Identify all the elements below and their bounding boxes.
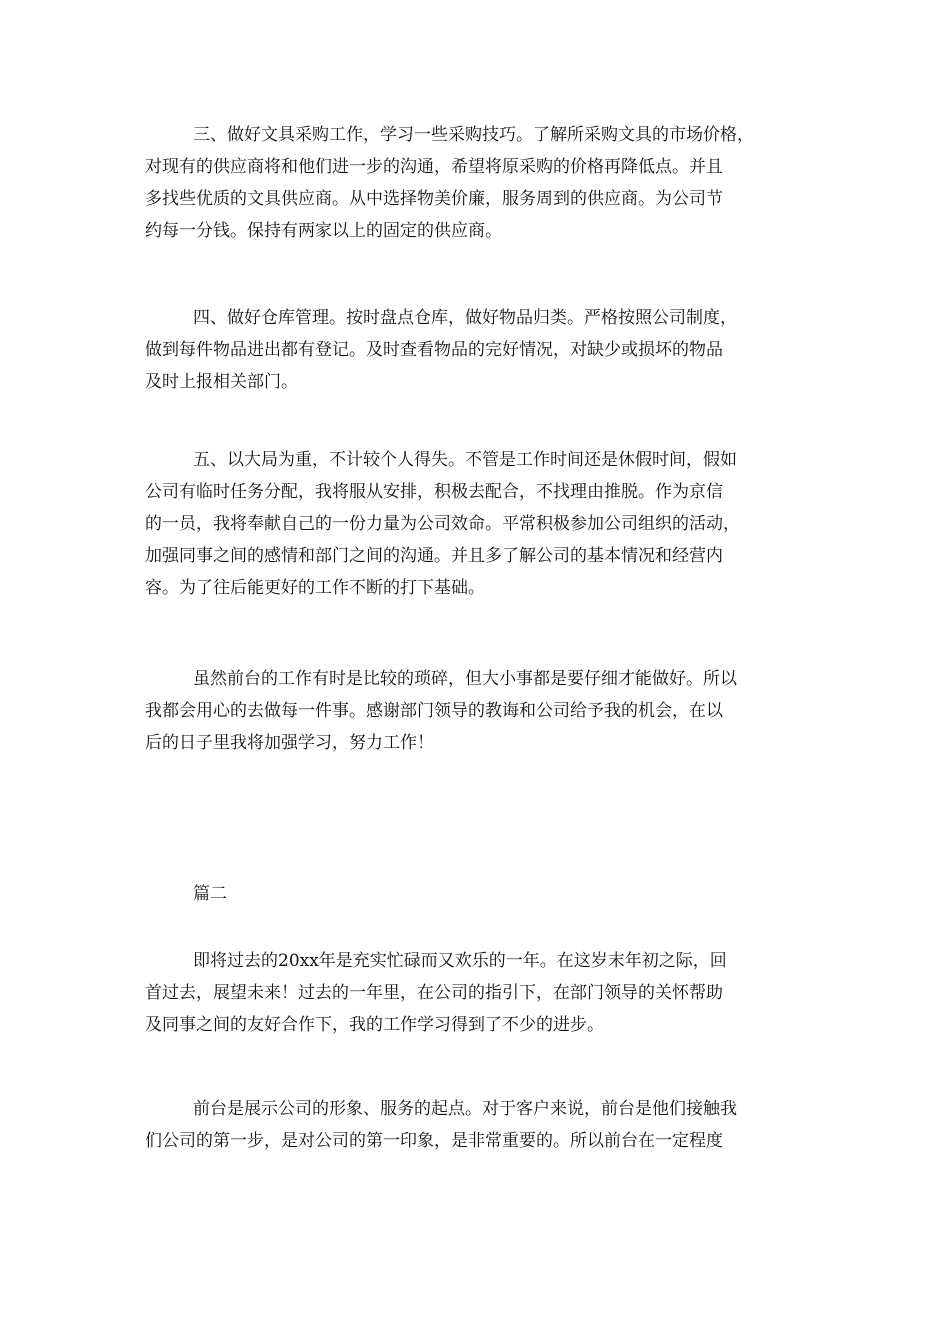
text-line: 容。为了往后能更好的工作不断的打下基础。 xyxy=(145,578,485,598)
paragraph-stationery-purchasing xyxy=(145,119,815,247)
text-line: 后的日子里我将加强学习，努力工作！ xyxy=(145,733,434,753)
section-heading: 篇二 xyxy=(193,884,227,904)
text-line: 的一员，我将奉献自己的一份力量为公司效命。平常积极参加公司组织的活动， xyxy=(145,514,740,534)
paragraph-front-desk-role xyxy=(145,1093,815,1157)
text-line: 对现有的供应商将和他们进一步的沟通，希望将原采购的价格再降低点。并且 xyxy=(145,157,723,177)
text-line: 我都会用心的去做每一件事。感谢部门领导的教诲和公司给予我的机会，在以 xyxy=(145,701,723,721)
text-line: 首过去，展望未来！过去的一年里，在公司的指引下，在部门领导的关怀帮助 xyxy=(145,983,723,1003)
text-line: 们公司的第一步，是对公司的第一印象，是非常重要的。所以前台在一定程度 xyxy=(145,1131,723,1151)
paragraph-warehouse-management xyxy=(145,302,815,398)
text-line: 五、以大局为重，不计较个人得失。不管是工作时间还是休假时间，假如 xyxy=(193,450,737,470)
paragraph-conclusion xyxy=(145,663,815,759)
text-line: 及同事之间的友好合作下，我的工作学习得到了不少的进步。 xyxy=(145,1015,604,1035)
paragraph-team-spirit xyxy=(145,444,815,636)
text-line: 做到每件物品进出都有登记。及时查看物品的完好情况，对缺少或损坏的物品 xyxy=(145,340,723,360)
paragraph-year-review xyxy=(145,945,815,1041)
text-line: 三、做好文具采购工作，学习一些采购技巧。了解所采购文具的市场价格， xyxy=(193,125,754,145)
text-line: 多找些优质的文具供应商。从中选择物美价廉，服务周到的供应商。为公司节 xyxy=(145,189,723,209)
text-line: 约每一分钱。保持有两家以上的固定的供应商。 xyxy=(145,221,502,241)
text-line: 公司有临时任务分配，我将服从安排，积极去配合，不找理由推脱。作为京信 xyxy=(145,482,723,502)
text-line: 虽然前台的工作有时是比较的琐碎，但大小事都是要仔细才能做好。所以 xyxy=(193,669,737,689)
text-line: 即将过去的20xx年是充实忙碌而又欢乐的一年。在这岁末年初之际，回 xyxy=(193,951,727,971)
text-line: 加强同事之间的感情和部门之间的沟通。并且多了解公司的基本情况和经营内 xyxy=(145,546,723,566)
text-line: 前台是展示公司的形象、服务的起点。对于客户来说，前台是他们接触我 xyxy=(193,1099,737,1119)
section-heading-part-two xyxy=(145,878,815,910)
text-line: 四、做好仓库管理。按时盘点仓库，做好物品归类。严格按照公司制度， xyxy=(193,308,737,328)
text-line: 及时上报相关部门。 xyxy=(145,372,298,392)
text-line xyxy=(145,604,815,636)
